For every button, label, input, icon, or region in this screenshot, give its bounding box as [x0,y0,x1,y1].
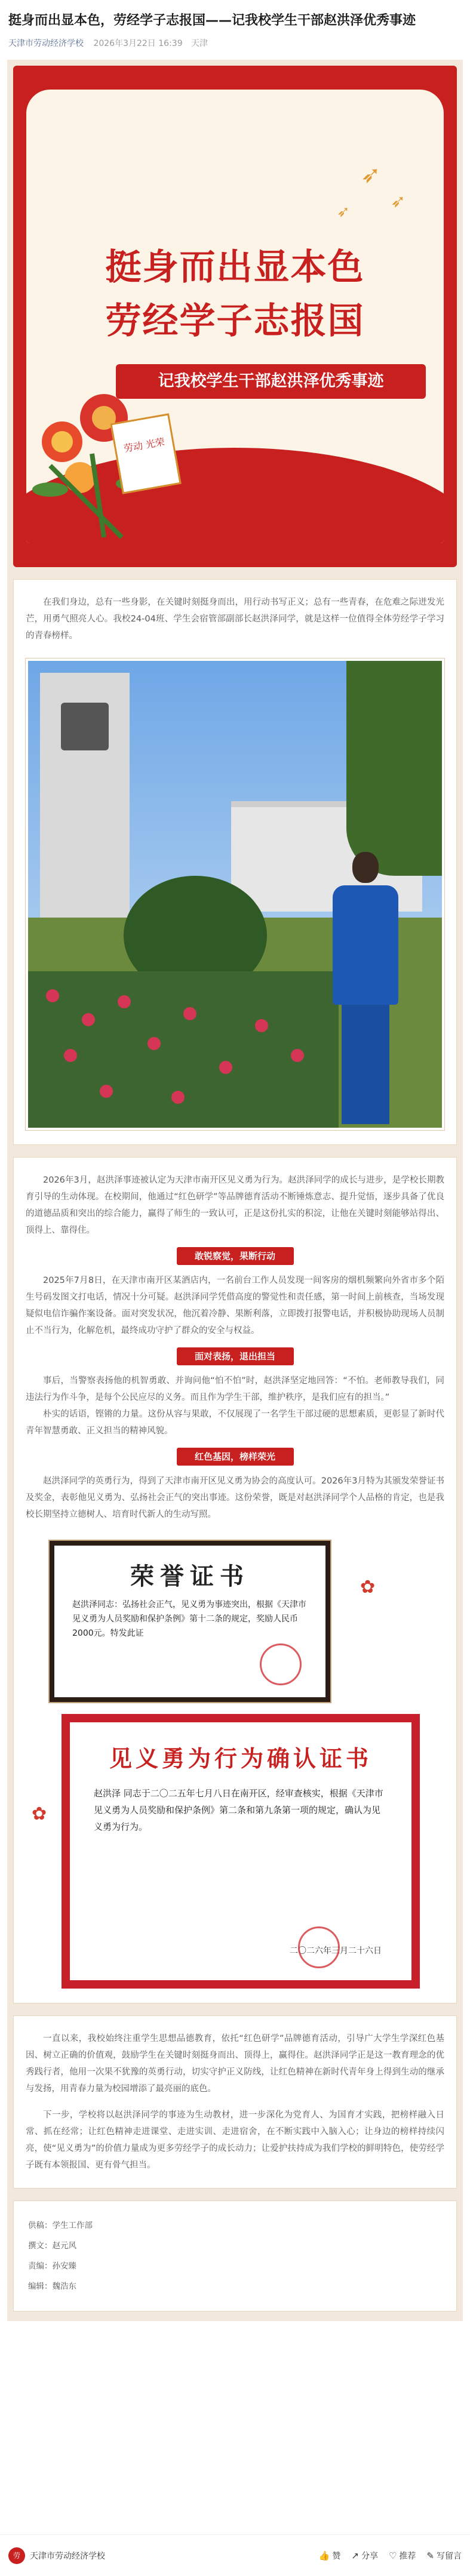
seal-icon [260,1644,302,1685]
account-avatar[interactable]: 劳 [8,2547,25,2564]
article-content [7,60,463,2321]
seal-icon [298,1926,340,1968]
credit-editor: 责编：孙安臻 [28,2261,76,2271]
rose-icon [46,989,59,1002]
story-paragraph-2: 2025年7月8日，在天津市南开区某酒店内，一名前台工作人员发现一间客房的烟机频繁向外省市多个陌生号码发图文打电话，情况十分可疑。赵洪泽同学凭借高度的警觉性和责任感，第一时间上前核查，当场发现疑似电信诈骗作案设备。面对突发状况，他沉着冷静、果断利落，立即拨打报警电话，并积极协助现场人员制止不当行为，化解危机，最终成功守护了群众的安全与权益。 [26,1276,444,1335]
like-button[interactable] [319,2550,341,2562]
bird-icon: ➶ [337,203,350,221]
section-tag-3: 红色基因，榜样荣光 [177,1448,294,1466]
rose-icon [171,1091,185,1104]
closing-paragraph-1: 一直以来，我校始终注重学生思想品德教育，依托“红色研学”品牌德育活动，引导广大学生学深红色基因、树立正确的价值观，鼓励学生在关键时刻挺身而出、顶得上，赢得住。赵洪泽同学正是这一教育理念的优秀践行者，他用一次果不犹豫的英勇行动，切实守护正义防线，让红色精神在新时代青年身上得到生动的继承与发扬，用青春力量为校园增添了最亮丽的底色。 [26,2034,444,2094]
student-trousers [342,1005,389,1124]
banner-card [110,413,181,494]
cover-banner [13,66,457,567]
bravery-certificate-date: 二〇二六年三月二十六日 [290,1946,382,1956]
share-label: 分享 [361,2551,378,2561]
certificates-area [26,1541,444,1989]
article-header [0,0,470,54]
comment-label: 写留言 [437,2551,462,2561]
rose-icon [291,1049,304,1062]
story-card [13,1157,457,2003]
student-photo[interactable] [26,658,444,1130]
rose-icon [64,1049,77,1062]
rose-icon [100,1085,113,1098]
intro-paragraph: 在我们身边，总有一些身影，在关键时刻挺身而出，用行动书写正义；总有一些青春，在危难之际迸发光芒，用勇气照亮人心。我校24-04班、学生会宿管部副部长赵洪泽同学，就是这样一位值得全体劳经学子学习的青春榜样。 [26,598,444,641]
rose-icon [183,1007,196,1020]
student-head [352,852,379,883]
banner-card-text: 劳动 光荣 [122,436,166,455]
section-tag-2: 面对表扬，退出担当 [177,1347,294,1365]
banner-subtitle: 记我校学生干部赵洪泽优秀事迹 [116,364,426,399]
rose-icon [118,995,131,1008]
photo-student [333,852,398,1130]
recommend-button[interactable] [389,2550,416,2562]
flower-icon: ✿ [360,1577,376,1598]
credit-reviewer: 编辑：魏浩东 [28,2282,76,2291]
publish-date: 2026年3月22日 16:39 [93,39,183,48]
share-button[interactable] [351,2550,378,2562]
bottom-account-name[interactable]: 天津市劳动经济学校 [30,2551,105,2561]
photo-tree [346,661,442,876]
section-tag-1: 敢锐察觉，果断行动 [177,1247,294,1265]
heart-icon: ♡ [388,2550,397,2561]
honor-certificate-title: 荣誉证书 [130,1562,250,1590]
comment-icon: ✎ [426,2550,434,2561]
closing-card [13,2015,457,2189]
story-paragraph-5: 赵洪泽同学的英勇行为，得到了天津市南开区见义勇为协会的高度认可。2026年3月特为其颁发荣誉证书及奖金，表彰他见义勇为、弘扬社会正气的突出事迹。这份荣誉，既是对赵洪泽同学个人品格的肯定，也是我校长期坚持立德树人、培育时代新人的生动写照。 [26,1476,444,1519]
story-paragraph-1: 2026年3月，赵洪泽事迹被认定为天津市南开区见义勇为行为。赵洪泽同学的成长与进步，是学校长期教育引导的生动体现。在校期间，他通过“红色研学”等品牌德育活动不断锤炼意志、提升觉悟，逐步具备了优良的道德品质和突出的综合能力，赢得了师生的一致认可，正是这份扎实的积淀，让他在关键时刻能够站得出、顶得上、靠得住。 [26,1175,444,1235]
share-icon: ↗ [351,2550,359,2561]
article-title: 挺身而出显本色，劳经学子志报国——记我校学生干部赵洪泽优秀事迹 [8,13,416,28]
like-label: 赞 [332,2551,341,2561]
student-jacket [333,885,398,1005]
bravery-certificate-body: 赵洪泽 同志于二〇二五年七月八日在南开区，经审查核实，根据《天津市见义勇为人员奖励和保护条例》第二条和第九条第一项的规定，确认为见义勇为行为。 [94,1788,383,1832]
rose-icon [255,1019,268,1032]
bird-icon: ➶ [391,191,406,212]
bravery-certificate-title: 见义勇为行为确认证书 [109,1745,372,1772]
honor-certificate-image[interactable] [50,1541,330,1702]
photo-roses [28,971,339,1130]
account-link[interactable]: 天津市劳动经济学校 [8,39,84,48]
thumb-up-icon: 👍 [318,2550,330,2561]
intro-card [13,579,457,1145]
banner-panel [26,90,444,543]
banner-title-line1: 挺身而出显本色 [105,247,365,288]
banner-title-line2: 劳经学子志报国 [105,300,365,342]
credits [13,2200,457,2312]
bird-icon: ➶ [361,161,381,189]
rose-icon [219,1061,232,1074]
article-meta [8,37,462,49]
clock-icon [61,703,109,750]
story-paragraph-3: 事后，当警察表扬他的机智勇敢、并询问他“怕不怕”时，赵洪泽坚定地回答：“不怕。老师教导我们，同违法行为作斗争，是每个公民应尽的义务。而且作为学生干部，维护秩序，是我们应有的担当。” [26,1376,444,1402]
credit-supply: 供稿：学生工作部 [28,2221,93,2230]
closing-paragraph-2: 下一步，学校将以赵洪泽同学的事迹为生动教材，进一步深化为党育人、为国育才实践，把榜样融入日常、抓在经常；让红色精神走进课堂、走进实训、走进宿舍，在不断实践中入脑入心；让身边的榜样持续闪亮，使“见义勇为”的价值力量成为更多劳经学子的成长动力；让爱护扶持成为我们学校的鲜明特色，使劳经学子既有本领报国、更有骨气担当。 [26,2110,444,2170]
bottom-action-bar [0,2534,470,2576]
comment-button[interactable] [426,2550,462,2562]
rose-icon [82,1013,95,1026]
credit-author: 撰文：赵元风 [28,2241,76,2251]
rose-icon [148,1037,161,1050]
flower-icon: ✿ [32,1803,47,1824]
story-paragraph-4: 朴实的话语，铿锵的力量。这份从容与果敢，不仅展现了一名学生干部过硬的思想素质，更彰显了新时代青年智慧勇敢、正义担当的精神风貌。 [26,1409,444,1436]
bravery-certificate-image[interactable] [62,1714,420,1989]
publish-location: 天津 [191,39,208,48]
recommend-label: 推荐 [399,2551,416,2561]
honor-certificate-body: 赵洪泽同志：弘扬社会正气，见义勇为事迹突出，根据《天津市见义勇为人员奖励和保护条例》第十二条的规定，奖励人民币2000元。特发此证 [72,1600,306,1638]
